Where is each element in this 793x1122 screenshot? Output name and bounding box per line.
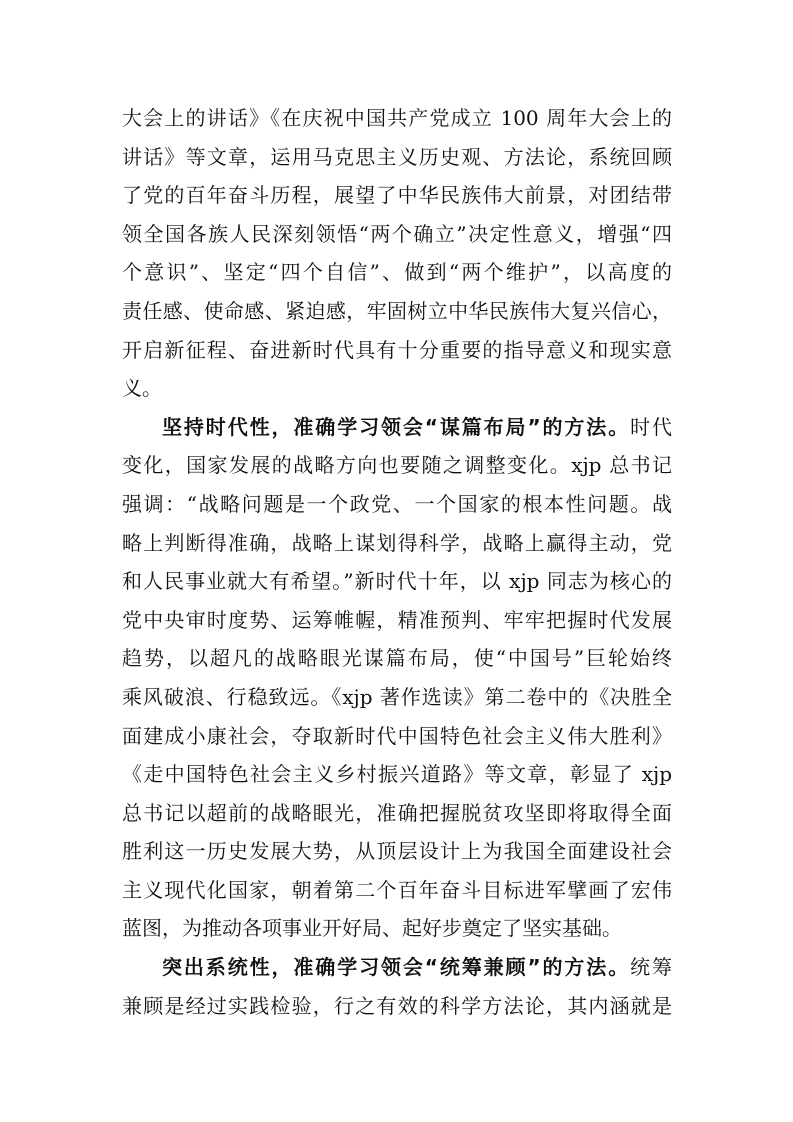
text-line: 个意识”、坚定“四个自信”、做到“两个维护”，以高度的	[122, 260, 672, 285]
text-line: 开启新征程、奋进新时代具有十分重要的指导意义和现实意	[122, 337, 672, 362]
text-line	[122, 948, 672, 987]
paragraph-overall-planning	[122, 948, 672, 1025]
text-line: 面建成小康社会，夺取新时代中国特色社会主义伟大胜利》	[122, 723, 672, 748]
text-line: 强调：“战略问题是一个政党、一个国家的根本性问题。战	[122, 491, 672, 516]
heading-trailing-text: 统筹	[630, 955, 672, 980]
text-line: 胜利这一历史发展大势，从顶层设计上为我国全面建设社会	[122, 839, 672, 864]
text-line: 兼顾是经过实践检验，行之有效的科学方法论，其内涵就是	[122, 993, 672, 1018]
text-line: 总书记以超前的战略眼光，准确把握脱贫攻坚即将取得全面	[122, 800, 672, 825]
text-line: 蓝图，为推动各项事业开好局、起好步奠定了坚实基础。	[122, 916, 622, 941]
text-line: 乘风破浪、行稳致远。《xjp 著作选读》第二卷中的《决胜全	[122, 684, 672, 709]
text-line: 略上判断得准确，战略上谋划得科学，战略上赢得主动，党	[122, 530, 672, 555]
text-line: 和人民事业就大有希望。”新时代十年，以 xjp 同志为核心的	[122, 569, 672, 594]
text-line: 《走中国特色社会主义乡村振兴道路》等文章，彰显了 xjp	[122, 762, 672, 787]
paragraph-heading: 突出系统性，准确学习领会“统筹兼顾”的方法。	[162, 955, 631, 980]
text-line: 大会上的讲话》《在庆祝中国共产党成立 100 周年大会上的	[122, 106, 672, 130]
text-line: 义。	[122, 376, 162, 401]
text-line: 讲话》等文章，运用马克思主义历史观、方法论，系统回顾	[122, 144, 672, 169]
text-line: 党中央审时度势、运筹帷幄，精准预判、牢牢把握时代发展	[122, 607, 672, 632]
paragraph-continuation	[122, 99, 672, 408]
heading-trailing-text: 时代	[630, 414, 672, 439]
text-line: 趋势，以超凡的战略眼光谋篇布局，使“中国号”巨轮始终	[122, 646, 672, 671]
text-line: 了党的百年奋斗历程，展望了中华民族伟大前景，对团结带	[122, 183, 672, 208]
paragraph-strategic-planning	[122, 408, 672, 948]
text-line	[122, 408, 672, 447]
paragraph-heading: 坚持时代性，准确学习领会“谋篇布局”的方法。	[162, 414, 631, 439]
text-line: 责任感、使命感、紧迫感，牢固树立中华民族伟大复兴信心，	[122, 298, 672, 323]
text-line: 变化，国家发展的战略方向也要随之调整变化。xjp 总书记	[122, 453, 672, 478]
text-line: 领全国各族人民深刻领悟“两个确立”决定性意义，增强“四	[122, 221, 672, 246]
document-body	[122, 99, 672, 1025]
text-line: 主义现代化国家，朝着第二个百年奋斗目标进军擘画了宏伟	[122, 877, 672, 902]
